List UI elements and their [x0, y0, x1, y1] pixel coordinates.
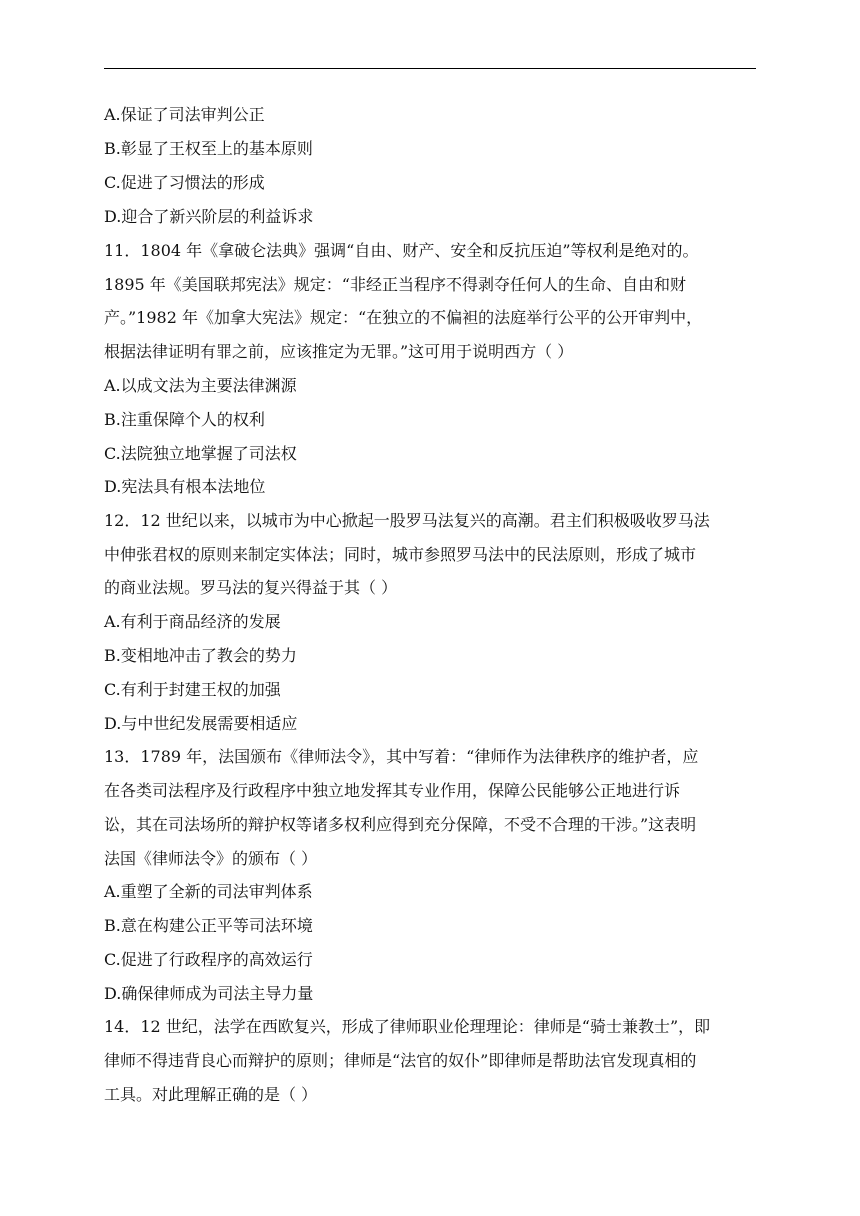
q12-option-a: A.有利于商品经济的发展 [104, 612, 281, 631]
q12-stem-line: 12．12 世纪以来，以城市为中心掀起一股罗马法复兴的高潮。君主们积极吸收罗马法 [104, 511, 710, 530]
q10-option-a: A.保证了司法审判公正 [104, 105, 265, 124]
q13-option-c: C.促进了行政程序的高效运行 [104, 950, 313, 969]
q13-stem-line: 法国《律师法令》的颁布（ ） [104, 849, 318, 868]
q11-option-a: A.以成文法为主要法律渊源 [104, 376, 297, 395]
q11-option-d: D.宪法具有根本法地位 [104, 477, 266, 496]
q11-option-b: B.注重保障个人的权利 [104, 410, 265, 429]
q11-stem-line: 1895 年《美国联邦宪法》规定：“非经正当程序不得剥夺任何人的生命、自由和财 [104, 275, 686, 294]
q12-option-c: C.有利于封建王权的加强 [104, 680, 281, 699]
q14-stem-line: 14．12 世纪，法学在西欧复兴，形成了律师职业伦理理论：律师是“骑士兼教士”，即 [104, 1017, 711, 1036]
q14-stem-line: 工具。对此理解正确的是（ ） [104, 1085, 318, 1104]
q13-stem-line: 13．1789 年，法国颁布《律师法令》，其中写着：“律师作为法律秩序的维护者，应 [104, 747, 699, 766]
q11-stem-line: 11．1804 年《拿破仑法典》强调“自由、财产、安全和反抗压迫”等权利是绝对的。 [104, 241, 699, 260]
q10-option-c: C.促进了习惯法的形成 [104, 173, 265, 192]
q11-stem-line: 产。”1982 年《加拿大宪法》规定：“在独立的不偏袒的法庭举行公平的公开审判中， [104, 308, 703, 327]
q10-option-b: B.彰显了王权至上的基本原则 [104, 139, 313, 158]
q13-option-b: B.意在构建公正平等司法环境 [104, 916, 313, 935]
q13-stem-line: 在各类司法程序及行政程序中独立地发挥其专业作用，保障公民能够公正地进行诉 [104, 781, 681, 800]
q12-stem-line: 的商业法规。罗马法的复兴得益于其（ ） [104, 578, 398, 597]
q13-stem-line: 讼，其在司法场所的辩护权等诸多权利应得到充分保障，不受不合理的干涉。”这表明 [104, 815, 697, 834]
q12-stem-line: 中伸张君权的原则来制定实体法；同时，城市参照罗马法中的民法原则，形成了城市 [104, 545, 697, 564]
q13-option-d: D.确保律师成为司法主导力量 [104, 984, 314, 1003]
q12-option-d: D.与中世纪发展需要相适应 [104, 714, 298, 733]
header-rule [104, 68, 756, 69]
q14-stem-line: 律师不得违背良心而辩护的原则；律师是“法官的奴仆”即律师是帮助法官发现真相的 [104, 1051, 697, 1070]
q13-option-a: A.重塑了全新的司法审判体系 [104, 882, 313, 901]
q10-option-d: D.迎合了新兴阶层的利益诉求 [104, 207, 314, 226]
q11-option-c: C.法院独立地掌握了司法权 [104, 444, 297, 463]
q12-option-b: B.变相地冲击了教会的势力 [104, 646, 297, 665]
q11-stem-line: 根据法律证明有罪之前，应该推定为无罪。”这可用于说明西方（ ） [104, 342, 574, 361]
